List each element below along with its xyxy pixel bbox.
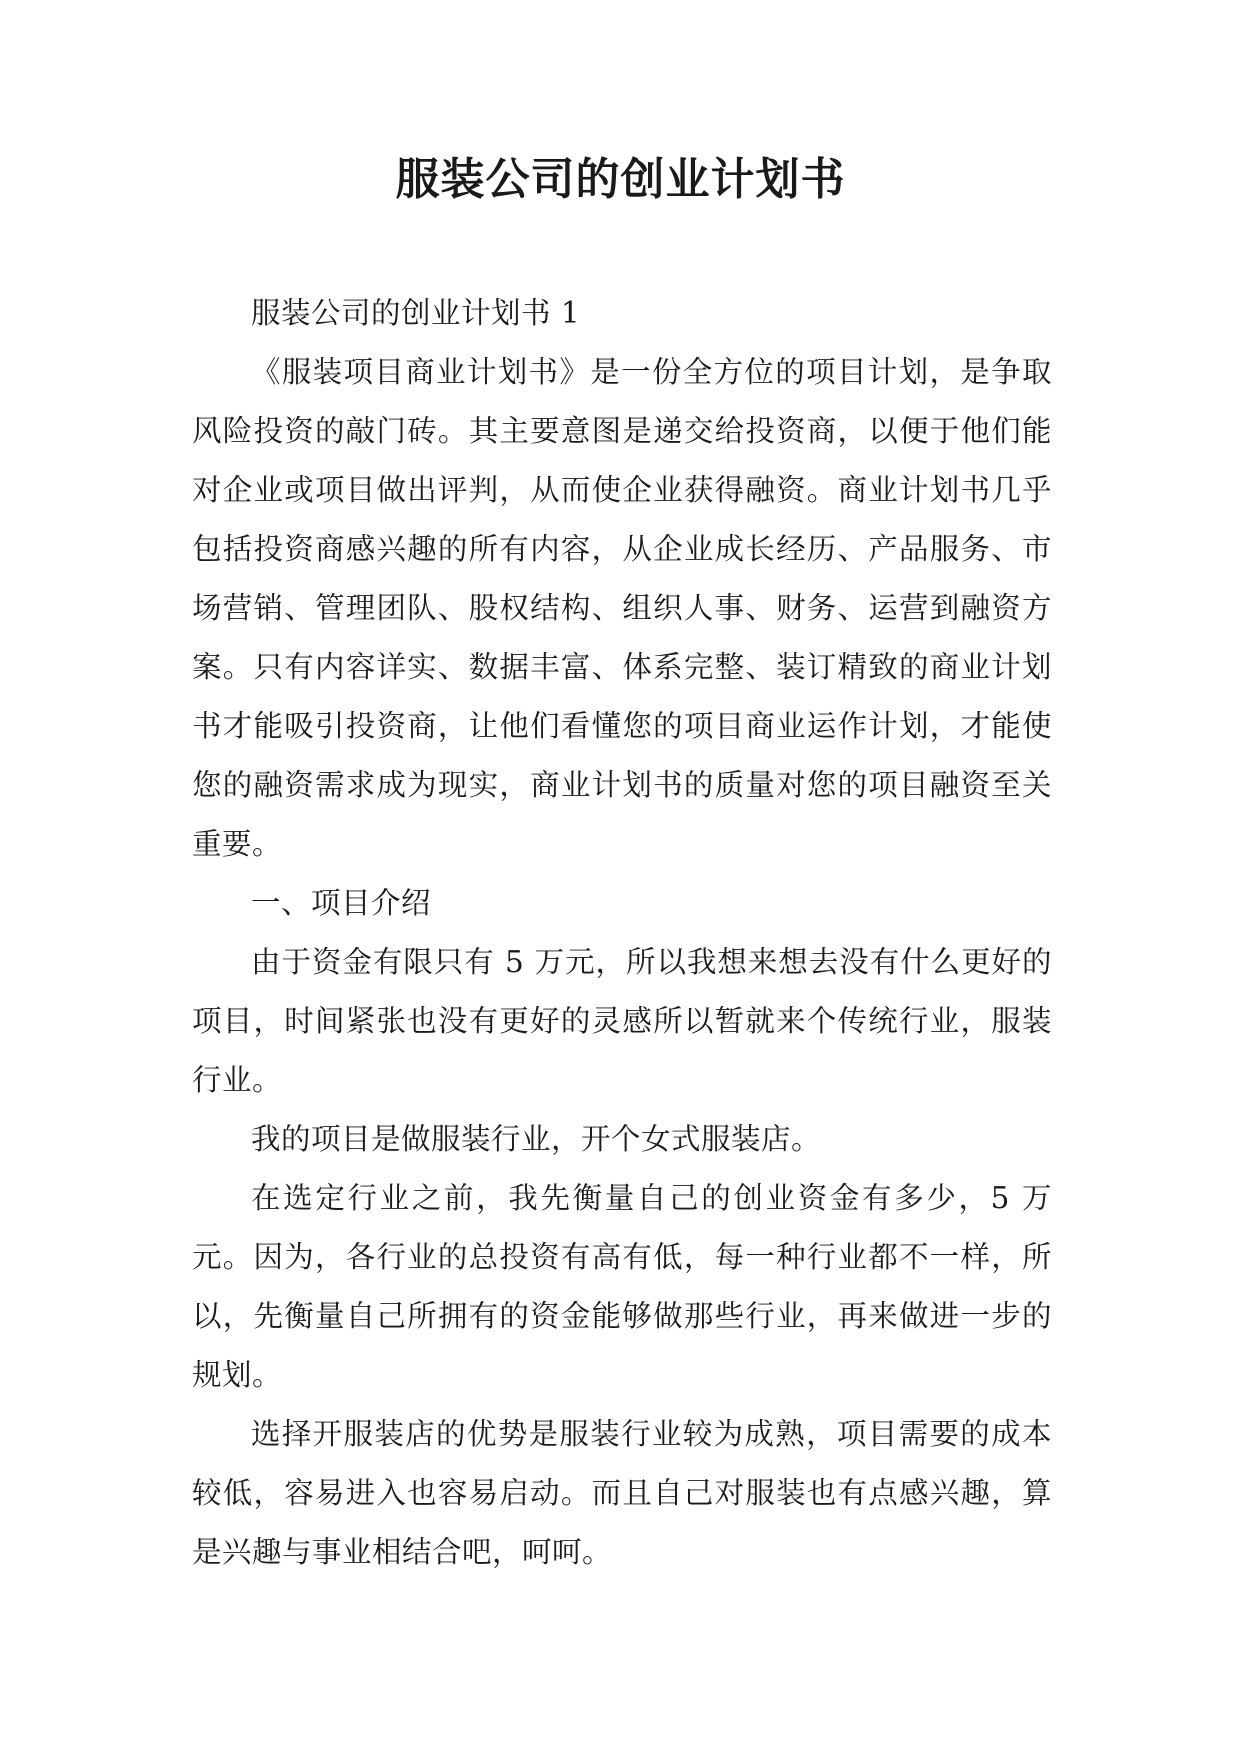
paragraph: 我的项目是做服装行业，开个女式服装店。 bbox=[251, 1122, 822, 1156]
paragraph: 由于资金有限只有 5 万元，所以我想来想去没有什么更好的项目，时间紧张也没有更好的灵感所以暂就来个传统行业，服装行业。 bbox=[192, 945, 1052, 1097]
paragraph: 在选定行业之前，我先衡量自己的创业资金有多少，5 万元。因为，各行业的总投资有高有低，每一种行业都不一样，所以，先衡量自己所拥有的资金能够做那些行业，再来做进一步的规划。 bbox=[192, 1181, 1052, 1392]
paragraph: 《服装项目商业计划书》是一份全方位的项目计划，是争取风险投资的敲门砖。其主要意图是递交给投资商，以便于他们能对企业或项目做出评判，从而使企业获得融资。商业计划书几乎包括投资商感兴趣的所有内容，从企业成长经历、产品服务、市场营销、管理团队、股权结构、组织人事、财务、运营到融资方案。只有内容详实、数据丰富、体系完整、装订精致的商业计划书才能吸引投资商，让他们看懂您的项目商业运作计划，才能使您的融资需求成为现实，商业计划书的质量对您的项目融资至关重要。 bbox=[192, 355, 1052, 861]
paragraph: 选择开服装店的优势是服装行业较为成熟，项目需要的成本较低，容易进入也容易启动。而且自己对服装也有点感兴趣，算是兴趣与事业相结合吧，呵呵。 bbox=[192, 1417, 1052, 1569]
section-heading: 服装公司的创业计划书 1 bbox=[251, 296, 581, 330]
section-heading: 一、项目介绍 bbox=[251, 886, 432, 920]
document-body bbox=[192, 284, 1052, 1582]
document-title: 服装公司的创业计划书 bbox=[395, 154, 846, 205]
